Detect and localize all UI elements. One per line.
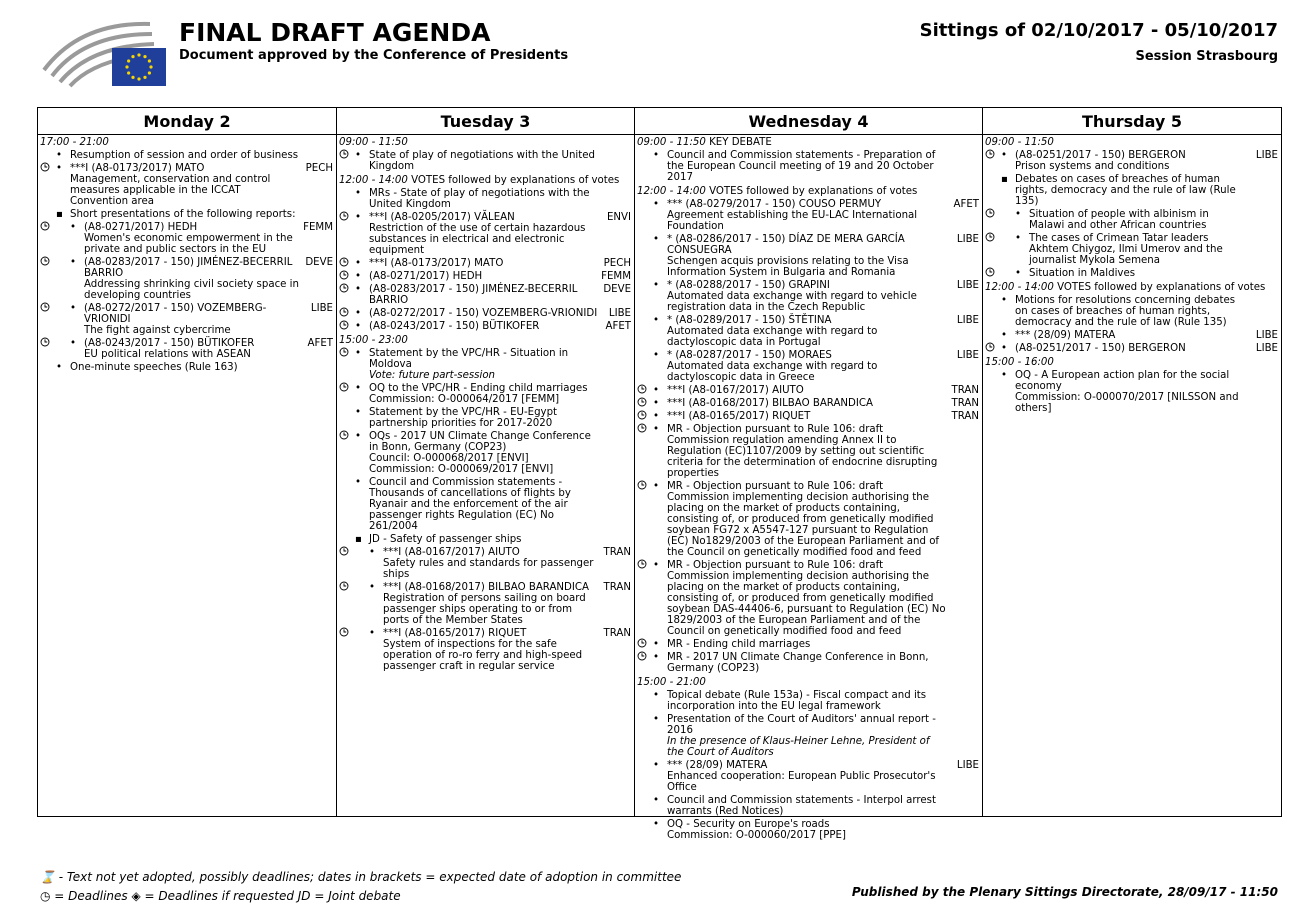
agenda-item	[339, 477, 632, 532]
agenda-item	[985, 209, 1279, 231]
agenda-item-title: Topical debate (Rule 153a) - Fiscal compact and its incorporation into the EU legal framework	[667, 690, 927, 712]
deadline-clock-icon	[339, 347, 349, 357]
agenda-item	[637, 560, 980, 637]
committee-code: LIBE	[956, 760, 979, 771]
deadline-clock-icon	[40, 337, 50, 347]
agenda-item	[985, 233, 1279, 266]
flag-star-icon	[137, 77, 140, 80]
agenda-item-title: Council and Commission statements - Thousands of cancellations of flights by Ryanair and the enforcement of the air passenger rights Regulation (EC) No 261/2004	[369, 477, 571, 532]
bullet-icon: •	[355, 212, 362, 223]
agenda-item-title: (A8-0251/2017 - 150) BERGERON	[1015, 343, 1186, 354]
time-slot-label: VOTES followed by explanations of votes	[1053, 282, 1266, 293]
deadline-clock-icon	[339, 307, 349, 317]
agenda-item	[40, 362, 334, 373]
agenda-item	[40, 209, 334, 220]
agenda-item	[637, 760, 980, 793]
time-slot	[985, 137, 1279, 148]
agenda-item	[339, 383, 632, 405]
agenda-item-title: Council and Commission statements - Preparation of the European Council meeting of 19 and 20 October 2017	[667, 150, 936, 183]
bullet-icon: •	[653, 690, 660, 701]
deadline-clock-icon	[339, 627, 349, 637]
agenda-item-description: Commission: O-000070/2017 [NILSSON and others]	[1015, 392, 1239, 414]
time-slot	[985, 357, 1279, 368]
deadline-clock-icon	[339, 283, 349, 293]
agenda-item-title: MR - Objection pursuant to Rule 106: draft Commission regulation amending Annex II to Regulation (EC)1107/2009 by setting out scientific criteria for the determination of endocrine disrupting properties	[667, 424, 938, 479]
agenda-item-title: MRs - State of play of negotiations with the United Kingdom	[369, 188, 590, 210]
agenda-item-description: Addressing shrinking civil society space in developing countries	[84, 279, 299, 301]
agenda-item	[40, 163, 334, 207]
agenda-item-title: ***I (A8-0165/2017) RIQUET	[383, 628, 527, 639]
agenda-item-title: (A8-0251/2017 - 150) BERGERON	[1015, 150, 1186, 161]
agenda-item-title: Resumption of session and order of business	[70, 150, 299, 161]
committee-code: TRAN	[951, 385, 979, 396]
deadline-clock-icon	[985, 232, 995, 242]
agenda-item-title: MR - Objection pursuant to Rule 106: draft Commission implementing decision authorising the placing on the market of products containing, consisting of, or produced from genetically modified soybean DAS-44406-6, pursuant to Regulation (EC) No 1829/2003 of the European Parliament and of the Council on genetically modified food and feed	[667, 560, 946, 637]
agenda-item-title: State of play of negotiations with the United Kingdom	[369, 150, 595, 172]
committee-code: LIBE	[1255, 150, 1278, 161]
agenda-item-title: (A8-0272/2017 - 150) VOZEMBERG-VRIONIDI	[84, 303, 267, 325]
deadline-clock-icon	[339, 546, 349, 556]
agenda-item-title: (A8-0283/2017 - 150) JIMÉNEZ-BECERRIL BARRIO	[369, 284, 578, 306]
bullet-icon: •	[355, 477, 362, 488]
agenda-item	[637, 652, 980, 674]
agenda-item-description: Automated data exchange with regard to dactyloscopic data in Greece	[667, 361, 878, 383]
agenda-item-title: OQ to the VPC/HR - Ending child marriages	[369, 383, 588, 394]
bullet-icon: •	[1001, 343, 1008, 354]
time-slot-range: 12:00 - 14:00	[985, 282, 1054, 293]
agenda-item-title: (A8-0283/2017 - 150) JIMÉNEZ-BECERRIL BARRIO	[84, 257, 293, 279]
agenda-item-description: Management, conservation and control measures applicable in the ICCAT Convention area	[70, 174, 271, 207]
committee-code: PECH	[603, 258, 631, 269]
bullet-icon: •	[653, 315, 660, 326]
agenda-item-description: EU political relations with ASEAN	[84, 349, 251, 360]
agenda-item	[339, 431, 632, 475]
deadline-clock-icon	[40, 256, 50, 266]
committee-code: LIBE	[956, 234, 979, 245]
time-slot-range: 15:00 - 16:00	[985, 357, 1054, 368]
bullet-icon: •	[653, 652, 660, 663]
bullet-icon: •	[355, 431, 362, 442]
agenda-item	[637, 234, 980, 278]
deadline-clock-icon	[339, 430, 349, 440]
agenda-item	[637, 795, 980, 817]
agenda-item-title: * (A8-0286/2017 - 150) DÍAZ DE MERA GARCÍA CONSUEGRA	[667, 234, 905, 256]
bullet-icon: •	[1015, 209, 1022, 220]
bullet-icon: •	[1001, 295, 1008, 306]
committee-code: TRAN	[951, 398, 979, 409]
footer-legend	[40, 868, 681, 906]
agenda-item	[637, 714, 980, 758]
time-slot-label: VOTES followed by explanations of votes	[407, 175, 620, 186]
agenda-item	[339, 348, 632, 381]
agenda-item-title: ***I (A8-0173/2017) MATO	[369, 258, 504, 269]
agenda-item-title: Council and Commission statements - Interpol arrest warrants (Red Notices)	[667, 795, 936, 817]
time-slot-range: 12:00 - 14:00	[339, 175, 408, 186]
european-parliament-logo	[40, 18, 168, 88]
bullet-icon: •	[653, 760, 660, 771]
committee-code: AFET	[307, 338, 333, 349]
committee-code: LIBE	[1255, 330, 1278, 341]
agenda-item-description: Commission: O-000060/2017 [PPE]	[667, 830, 846, 841]
agenda-item-title: Statement by the VPC/HR - EU-Egypt partnership priorities for 2017-2020	[369, 407, 558, 429]
bullet-icon: •	[653, 639, 660, 650]
agenda-item-title: MR - Ending child marriages	[667, 639, 811, 650]
square-bullet-icon: ▪	[355, 534, 362, 545]
agenda-item-title: Motions for resolutions concerning debates on cases of breaches of human rights, democracy and the rule of law (Rule 135)	[1015, 295, 1236, 328]
committee-code: FEMM	[303, 222, 333, 233]
agenda-item-title: MR - 2017 UN Climate Change Conference in Bonn, Germany (COP23)	[667, 652, 929, 674]
deadline-clock-icon	[985, 208, 995, 218]
time-slot-range: 17:00 - 21:00	[40, 137, 109, 148]
bullet-icon: •	[369, 628, 376, 639]
bullet-icon: •	[653, 795, 660, 806]
agenda-item-title: Short presentations of the following reports:	[70, 209, 296, 220]
bullet-icon: •	[1001, 150, 1008, 161]
committee-code: LIBE	[310, 303, 333, 314]
agenda-item	[985, 268, 1279, 279]
agenda-item	[637, 385, 980, 396]
committee-code: LIBE	[956, 315, 979, 326]
deadline-clock-icon	[637, 559, 647, 569]
time-slot	[339, 335, 632, 346]
agenda-item	[339, 284, 632, 306]
time-slot-range: 09:00 - 11:50	[985, 137, 1054, 148]
square-bullet-icon: ▪	[1001, 174, 1008, 185]
committee-code: LIBE	[956, 280, 979, 291]
bullet-icon: •	[1001, 370, 1008, 381]
deadline-clock-icon	[985, 342, 995, 352]
day-body	[983, 135, 1281, 414]
committee-code: TRAN	[603, 628, 631, 639]
agenda-item-title: ***I (A8-0165/2017) RIQUET	[667, 411, 811, 422]
time-slot-range: 15:00 - 23:00	[339, 335, 408, 346]
day-column-tuesday	[337, 108, 635, 816]
agenda-item	[339, 547, 632, 580]
agenda-item	[637, 398, 980, 409]
agenda-item-description: Prison systems and conditions	[1015, 161, 1170, 172]
agenda-item-title: MR - Objection pursuant to Rule 106: draft Commission implementing decision authorising the placing on the market of products containing, consisting of, or produced from genetically modified soybean FG72 x A5547-127 pursuant to Regulation (EC) No1829/2003 of the European Parliament and of the Council on genetically modified food and feed	[667, 481, 940, 558]
bullet-icon: •	[653, 199, 660, 210]
page-subtitle: Document approved by the Conference of Presidents	[179, 48, 569, 63]
bullet-icon: •	[56, 150, 63, 161]
agenda-item-title: The cases of Crimean Tatar leaders Akhtem Chiygoz, Ilmi Umerov and the journalist Mykola Semena	[1029, 233, 1223, 266]
committee-code: PECH	[305, 163, 333, 174]
flag-star-icon	[125, 65, 128, 68]
deadline-clock-icon	[637, 651, 647, 661]
deadline-clock-icon	[339, 270, 349, 280]
time-slot-label: KEY DEBATE	[705, 137, 772, 148]
agenda-item	[40, 338, 334, 360]
agenda-item-title: OQs - 2017 UN Climate Change Conference in Bonn, Germany (COP23)	[369, 431, 591, 453]
agenda-item-title: JD - Safety of passenger ships	[369, 534, 522, 545]
agenda-item	[339, 212, 632, 256]
bullet-icon: •	[1015, 268, 1022, 279]
agenda-item-title: *** (28/09) MATERA	[667, 760, 768, 771]
bullet-icon: •	[355, 150, 362, 161]
bullet-icon: •	[355, 308, 362, 319]
time-slot-range: 09:00 - 11:50	[339, 137, 408, 148]
agenda-item-title: (A8-0271/2017) HEDH	[369, 271, 483, 282]
agenda-item	[985, 174, 1279, 207]
deadline-clock-icon	[40, 162, 50, 172]
day-body	[337, 135, 634, 672]
bullet-icon: •	[70, 338, 77, 349]
flag-star-icon	[149, 65, 152, 68]
deadline-clock-icon	[637, 384, 647, 394]
agenda-item-title: (A8-0243/2017 - 150) BÜTIKOFER	[84, 338, 255, 349]
deadline-clock-icon	[637, 480, 647, 490]
agenda-item	[637, 315, 980, 348]
agenda-item-title: OQ - Security on Europe's roads	[667, 819, 830, 830]
day-column-monday	[38, 108, 337, 816]
flag-star-icon	[143, 76, 146, 79]
agenda-item-title: Statement by the VPC/HR - Situation in Moldova	[369, 348, 569, 370]
day-column-thursday	[983, 108, 1281, 816]
agenda-item	[637, 819, 980, 841]
agenda-item-description: The fight against cybercrime	[84, 325, 231, 336]
agenda-item-description: Women's economic empowerment in the private and public sectors in the EU	[84, 233, 293, 255]
day-body	[635, 135, 982, 841]
bullet-icon: •	[653, 280, 660, 291]
agenda-item-description: Commission: O-000064/2017 [FEMM]	[369, 394, 560, 405]
bullet-icon: •	[56, 362, 63, 373]
committee-code: AFET	[953, 199, 979, 210]
agenda-item	[985, 370, 1279, 414]
day-header: Tuesday 3	[337, 108, 634, 135]
deadline-clock-icon	[637, 638, 647, 648]
agenda-item-note: In the presence of Klaus-Heiner Lehne, President of the Court of Auditors	[667, 736, 930, 758]
flag-star-icon	[137, 53, 140, 56]
time-slot-range: 09:00 - 11:50	[637, 137, 706, 148]
agenda-item	[985, 343, 1279, 354]
agenda-item-title: ***I (A8-0167/2017) AIUTO	[383, 547, 520, 558]
deadline-clock-icon	[985, 149, 995, 159]
session-location: Session Strasbourg	[1135, 49, 1278, 64]
time-slot	[637, 677, 980, 688]
agenda-item	[637, 639, 980, 650]
agenda-item	[637, 690, 980, 712]
agenda-item-description: Restriction of the use of certain hazardous substances in electrical and electronic equipment	[369, 223, 586, 256]
bullet-icon: •	[355, 258, 362, 269]
agenda-item-title: (A8-0243/2017 - 150) BÜTIKOFER	[369, 321, 540, 332]
committee-code: TRAN	[951, 411, 979, 422]
committee-code: TRAN	[603, 547, 631, 558]
flag-star-icon	[127, 59, 130, 62]
agenda-item-title: * (A8-0289/2017 - 150) ŠTĚTINA	[667, 315, 832, 326]
flag-star-icon	[131, 76, 134, 79]
agenda-item	[339, 628, 632, 672]
agenda-item	[339, 582, 632, 626]
agenda-item-title: ***I (A8-0167/2017) AIUTO	[667, 385, 804, 396]
time-slot-label: VOTES followed by explanations of votes	[705, 186, 918, 197]
agenda-item	[985, 295, 1279, 328]
agenda-item	[637, 350, 980, 383]
agenda-item	[637, 411, 980, 422]
legend-line: ⌛ - Text not yet adopted, possibly deadlines; dates in brackets = expected date of adoption in committee	[40, 870, 682, 884]
agenda-item	[637, 481, 980, 558]
agenda-item	[339, 188, 632, 210]
agenda-item-title: (A8-0271/2017) HEDH	[84, 222, 198, 233]
time-slot-range: 15:00 - 21:00	[637, 677, 706, 688]
deadline-clock-icon	[40, 302, 50, 312]
agenda-item	[339, 407, 632, 429]
agenda-item	[40, 222, 334, 255]
deadline-clock-icon	[339, 211, 349, 221]
bullet-icon: •	[369, 582, 376, 593]
bullet-icon: •	[653, 714, 660, 725]
day-header: Thursday 5	[983, 108, 1281, 135]
agenda-item-title: Debates on cases of breaches of human rights, democracy and the rule of law (Rule 135)	[1015, 174, 1236, 207]
agenda-item	[637, 150, 980, 183]
agenda-item-description: Registration of persons sailing on board passenger ships operating to or from ports of the Member States	[383, 593, 586, 626]
agenda-item-title: *** (A8-0279/2017 - 150) COUSO PERMUY	[667, 199, 882, 210]
agenda-item-note: Vote: future part-session	[369, 370, 496, 381]
time-slot	[985, 282, 1279, 293]
deadline-clock-icon	[339, 382, 349, 392]
deadline-clock-icon	[40, 221, 50, 231]
agenda-item	[339, 308, 632, 319]
agenda-item-title: OQ - A European action plan for the social economy	[1015, 370, 1230, 392]
deadline-clock-icon	[339, 581, 349, 591]
bullet-icon: •	[653, 398, 660, 409]
agenda-item-title: * (A8-0287/2017 - 150) MORAES	[667, 350, 832, 361]
agenda-item-description: Agreement establishing the EU-LAC International Foundation	[667, 210, 918, 232]
agenda-item-title: Situation of people with albinism in Malawi and other African countries	[1029, 209, 1209, 231]
deadline-clock-icon	[339, 257, 349, 267]
deadline-clock-icon	[637, 397, 647, 407]
deadline-clock-icon	[339, 320, 349, 330]
committee-code: DEVE	[305, 257, 333, 268]
agenda-item-title: Presentation of the Court of Auditors' annual report - 2016	[667, 714, 936, 736]
committee-code: ENVI	[606, 212, 631, 223]
bullet-icon: •	[56, 163, 63, 174]
time-slot	[637, 137, 980, 148]
agenda-item-description: Enhanced cooperation: European Public Prosecutor's Office	[667, 771, 936, 793]
flag-star-icon	[148, 59, 151, 62]
committee-code: LIBE	[1255, 343, 1278, 354]
time-slot	[40, 137, 334, 148]
agenda-item-description: Schengen acquis provisions relating to the Visa Information System in Bulgaria and Romania	[667, 256, 909, 278]
bullet-icon: •	[369, 547, 376, 558]
agenda-item-title: One-minute speeches (Rule 163)	[70, 362, 238, 373]
flag-star-icon	[143, 55, 146, 58]
flag-star-icon	[127, 71, 130, 74]
bullet-icon: •	[70, 303, 77, 314]
bullet-icon: •	[653, 819, 660, 830]
day-header: Wednesday 4	[635, 108, 982, 135]
agenda-item	[637, 199, 980, 232]
flag-star-icon	[131, 55, 134, 58]
day-body	[38, 135, 336, 373]
time-slot	[637, 186, 980, 197]
bullet-icon: •	[653, 560, 660, 571]
agenda-item-title: ***I (A8-0168/2017) BILBAO BARANDICA	[667, 398, 873, 409]
sittings-dates: Sittings of 02/10/2017 - 05/10/2017	[919, 20, 1278, 41]
committee-code: DEVE	[603, 284, 631, 295]
bullet-icon: •	[355, 383, 362, 394]
agenda-item	[637, 424, 980, 479]
deadline-clock-icon	[637, 410, 647, 420]
published-by: Published by the Plenary Sittings Directorate, 28/09/17 - 11:50	[851, 885, 1278, 899]
flag-star-icon	[148, 71, 151, 74]
agenda-item	[40, 150, 334, 161]
bullet-icon: •	[653, 350, 660, 361]
committee-code: AFET	[605, 321, 631, 332]
agenda-item-title: Situation in Maldives	[1029, 268, 1136, 279]
agenda-item-description: Council: O-000068/2017 [ENVI] Commission: O-000069/2017 [ENVI]	[369, 453, 554, 475]
square-bullet-icon: ▪	[56, 209, 63, 220]
agenda-item-title: ***I (A8-0168/2017) BILBAO BARANDICA	[383, 582, 589, 593]
bullet-icon: •	[653, 234, 660, 245]
agenda-item-description: System of inspections for the safe operation of ro-ro ferry and high-speed passenger craft in regular service	[383, 639, 583, 672]
agenda-item	[339, 534, 632, 545]
committee-code: LIBE	[956, 350, 979, 361]
legend-line: ◷ = Deadlines ◈ = Deadlines if requested JD = Joint debate	[40, 889, 401, 903]
bullet-icon: •	[355, 188, 362, 199]
committee-code: TRAN	[603, 582, 631, 593]
day-column-wednesday	[635, 108, 983, 841]
day-header: Monday 2	[38, 108, 336, 135]
deadline-clock-icon	[985, 267, 995, 277]
bullet-icon: •	[70, 222, 77, 233]
bullet-icon: •	[355, 407, 362, 418]
agenda-item	[637, 280, 980, 313]
bullet-icon: •	[355, 284, 362, 295]
bullet-icon: •	[1001, 330, 1008, 341]
agenda-item	[40, 257, 334, 301]
agenda-item	[40, 303, 334, 336]
agenda-item	[339, 258, 632, 269]
committee-code: LIBE	[608, 308, 631, 319]
bullet-icon: •	[355, 271, 362, 282]
agenda-item-title: (A8-0272/2017 - 150) VOZEMBERG-VRIONIDI	[369, 308, 598, 319]
bullet-icon: •	[1015, 233, 1022, 244]
committee-code: FEMM	[601, 271, 631, 282]
agenda-item	[339, 150, 632, 172]
time-slot	[339, 137, 632, 148]
agenda-item-description: Safety rules and standards for passenger ships	[383, 558, 594, 580]
agenda-item	[339, 271, 632, 282]
agenda-item	[985, 330, 1279, 341]
agenda-item-title: ***I (A8-0173/2017) MATO	[70, 163, 205, 174]
agenda-item-description: Automated data exchange with regard to vehicle registration data in the Czech Republic	[667, 291, 917, 313]
bullet-icon: •	[70, 257, 77, 268]
agenda-item-description: Automated data exchange with regard to dactyloscopic data in Portugal	[667, 326, 878, 348]
bullet-icon: •	[653, 385, 660, 396]
bullet-icon: •	[653, 424, 660, 435]
time-slot	[339, 175, 632, 186]
bullet-icon: •	[355, 321, 362, 332]
bullet-icon: •	[653, 150, 660, 161]
page-title: FINAL DRAFT AGENDA	[179, 18, 491, 47]
agenda-table	[37, 107, 1282, 841]
deadline-clock-icon	[339, 149, 349, 159]
agenda-item-title: *** (28/09) MATERA	[1015, 330, 1116, 341]
agenda-item-title: * (A8-0288/2017 - 150) GRAPINI	[667, 280, 830, 291]
bullet-icon: •	[355, 348, 362, 359]
deadline-clock-icon	[637, 423, 647, 433]
agenda-item-title: ***I (A8-0205/2017) VĂLEAN	[369, 212, 515, 223]
bullet-icon: •	[653, 411, 660, 422]
agenda-item	[985, 150, 1279, 172]
bullet-icon: •	[653, 481, 660, 492]
agenda-item	[339, 321, 632, 332]
time-slot-range: 12:00 - 14:00	[637, 186, 706, 197]
